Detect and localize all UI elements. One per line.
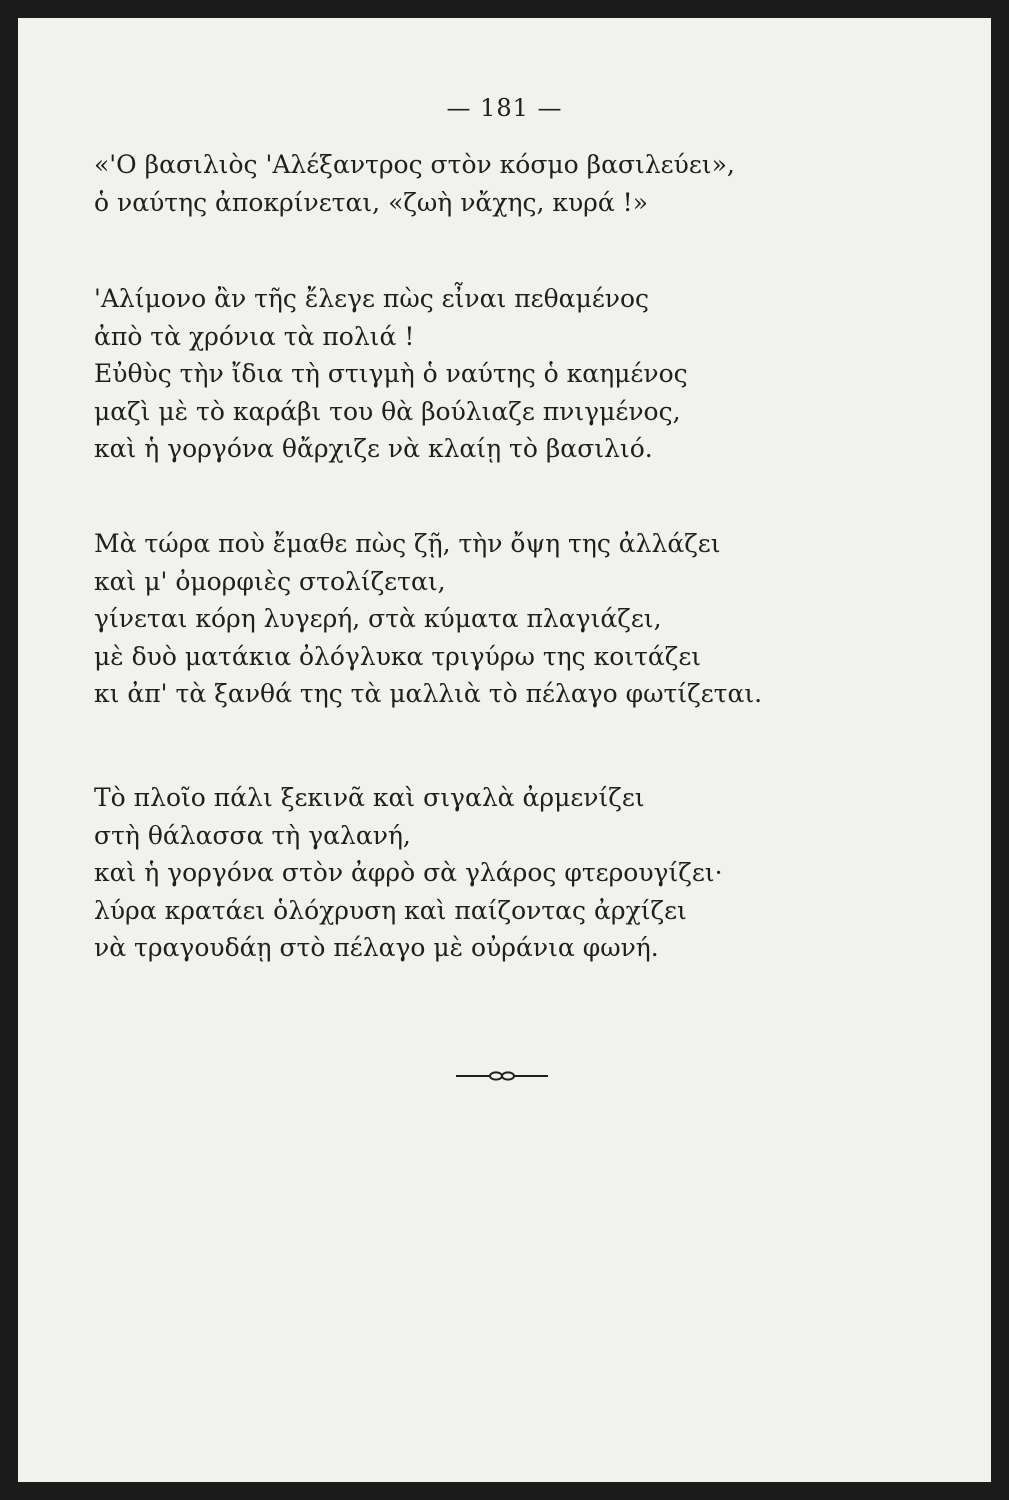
verse-line: μαζὶ μὲ τὸ καράβι του θὰ βούλιαζε πνιγμένος, [94, 396, 681, 426]
stanza-1 [94, 146, 814, 221]
verse-line: στὴ θάλασσα τὴ γαλανή, [94, 820, 411, 850]
verse-line: ὁ ναύτης ἀποκρίνεται, «ζωὴ νἄχης, κυρά !» [94, 187, 649, 217]
verse-line: καὶ ἡ γοργόνα θἄρχιζε νὰ κλαίῃ τὸ βασιλιό. [94, 434, 653, 463]
verse-line: Τὸ πλοῖο πάλι ξεκινᾶ καὶ σιγαλὰ ἀρμενίζει [94, 783, 645, 812]
verse-line: καὶ μ' ὀμορφιὲς στολίζεται, [94, 566, 446, 596]
verse-line: μὲ δυὸ ματάκια ὀλόγλυκα τριγύρω της κοιτάζει [94, 641, 702, 671]
verse-line: «'Ο βασιλιὸς 'Αλέξαντρος στὸν κόσμο βασιλεύει», [94, 150, 735, 179]
verse-line: νὰ τραγουδάῃ στὸ πέλαγο μὲ οὐράνια φωνή. [94, 933, 659, 962]
verse-line: γίνεται κόρη λυγερή, στὰ κύματα πλαγιάζει, [94, 604, 662, 633]
stanza-2 [94, 280, 814, 468]
stanza-3 [94, 525, 814, 713]
verse-line: Μὰ τώρα ποὺ ἔμαθε πὼς ζῇ, τὴν ὄψη της ἀλλάζει [94, 529, 721, 558]
verse-line: 'Αλίμονο ἂν τῆς ἔλεγε πὼς εἶναι πεθαμένος [94, 284, 650, 313]
stanza-4 [94, 779, 814, 967]
verse-line: καὶ ἡ γοργόνα στὸν ἀφρὸ σὰ γλάρος φτερουγίζει· [94, 858, 723, 887]
verse-line: κι ἀπ' τὰ ξανθά της τὰ μαλλιὰ τὸ πέλαγο φωτίζεται. [94, 679, 763, 708]
page-number: — 181 — [446, 94, 563, 122]
verse-line: ἀπὸ τὰ χρόνια τὰ πολιά ! [94, 321, 415, 351]
verse-line: Εὐθὺς τὴν ἴδια τὴ στιγμὴ ὁ ναύτης ὁ καημένος [94, 359, 688, 388]
decorative-rule-icon [456, 1068, 548, 1084]
verse-line: λύρα κρατάει ὁλόχρυση καὶ παίζοντας ἀρχίζει [94, 895, 687, 925]
